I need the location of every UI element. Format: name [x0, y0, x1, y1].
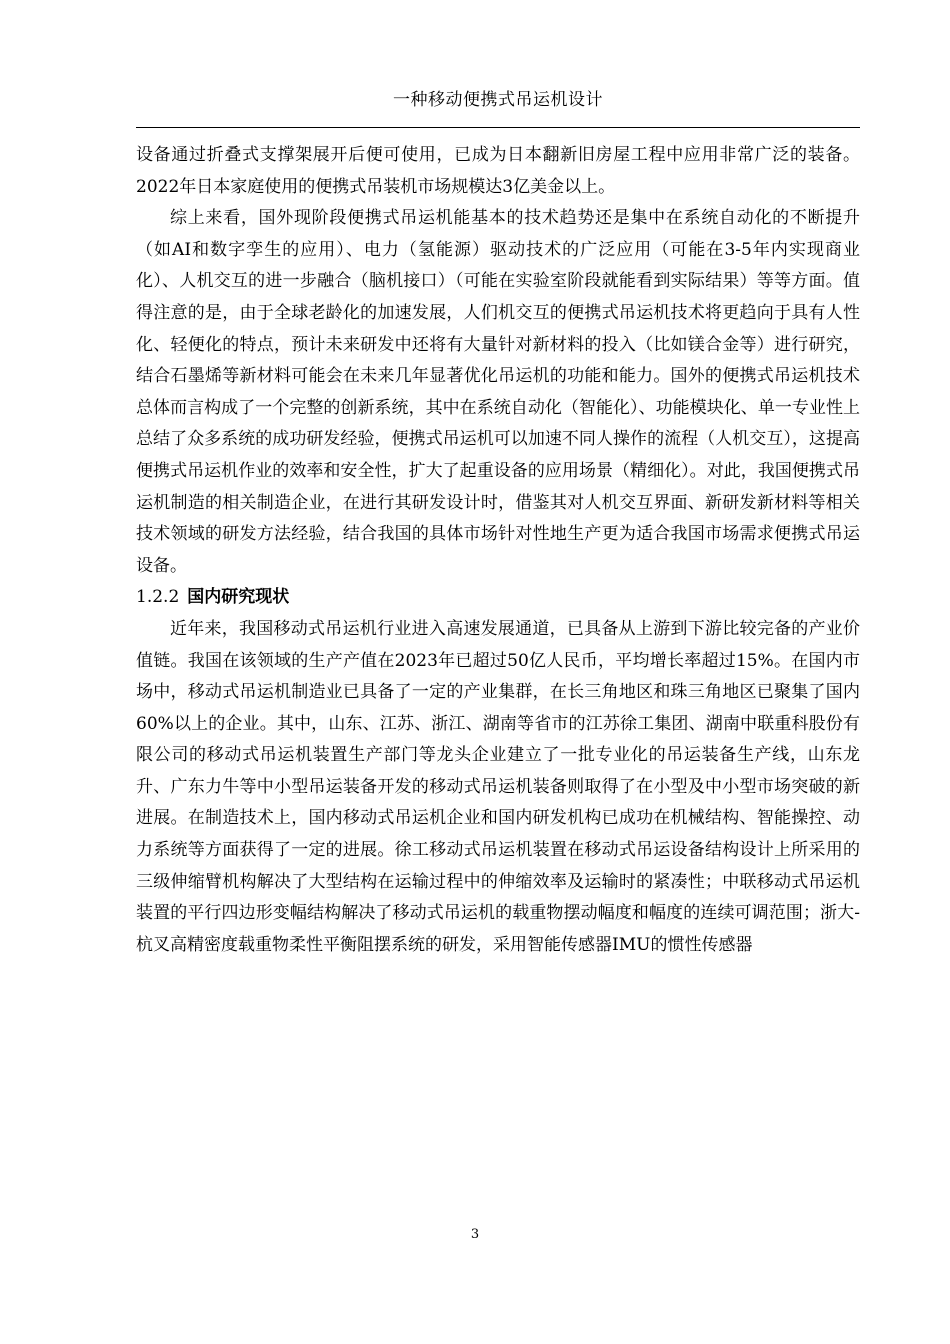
section-title: 国内研究现状: [187, 587, 290, 608]
paragraph-foreign-summary: 综上来看，国外现阶段便携式吊运机能基本的技术趋势还是集中在系统自动化的不断提升（如AI和数字孪生的应用）、电力（氢能源）驱动技术的广泛应用（可能在3-5年内实现商业化）、人机交互的进一步融合（脑机接口）（可能在实验室阶段就能看到实际结果）等等方面。值得注意的是，由于全球老龄化的加速发展，人们机交互的便携式吊运机技术将更趋向于具有人性化、轻便化的特点，预计未来研发中还将有大量针对新材料的投入（比如镁合金等）进行研究，结合石墨烯等新材料可能会在未来几年显著优化吊运机的功能和能力。国外的便携式吊运机技术总体而言构成了一个完整的创新系统，其中在系统自动化（智能化）、功能模块化、单一专业性上总结了众多系统的成功研发经验，便携式吊运机可以加速不同人操作的流程（人机交互），这提高便携式吊运机作业的效率和安全性，扩大了起重设备的应用场景（精细化）。对此，我国便携式吊运机制造的相关制造企业，在进行其研发设计时，借鉴其对人机交互界面、新研发新材料等相关技术领域的研发方法经验，结合我国的具体市场针对性地生产更为适合我国市场需求便携式吊运设备。: [136, 208, 860, 576]
running-header: 一种移动便携式吊运机设计: [393, 90, 603, 110]
page-number: 3: [470, 1227, 480, 1242]
section-number: 1.2.2: [136, 587, 180, 608]
paragraph-continued: 设备通过折叠式支撑架展开后便可使用，已成为日本翻新旧房屋工程中应用非常广泛的装备。2022年日本家庭使用的便携式吊装机市场规模达3亿美金以上。: [136, 145, 860, 197]
header-rule: [136, 127, 860, 128]
section-heading: [136, 582, 860, 614]
paragraph-domestic-status: 近年来，我国移动式吊运机行业进入高速发展通道，已具备从上游到下游比较完备的产业价值链。我国在该领域的生产产值在2023年已超过50亿人民币，平均增长率超过15%。在国内市场中，移动式吊运机制造业已具备了一定的产业集群，在长三角地区和珠三角地区已聚集了国内60%以上的企业。其中，山东、江苏、浙江、湖南等省市的江苏徐工集团、湖南中联重科股份有限公司的移动式吊运机装置生产部门等龙头企业建立了一批专业化的吊运装备生产线，山东龙升、广东力牛等中小型吊运装备开发的移动式吊运机装备则取得了在小型及中小型市场突破的新进展。在制造技术上，国内移动式吊运机企业和国内研发机构已成功在机械结构、智能操控、动力系统等方面获得了一定的进展。徐工移动式吊运机装置在移动式吊运设备结构设计上所采用的三级伸缩臂机构解决了大型结构在运输过程中的伸缩效率及运输时的紧凑性；中联移动式吊运机装置的平行四边形变幅结构解决了移动式吊运机的载重物摆动幅度和幅度的连续可调范围；浙大-杭叉高精密度载重物柔性平衡阻摆系统的研发，采用智能传感器IMU的惯性传感器: [136, 618, 860, 955]
body-text: [136, 140, 860, 961]
